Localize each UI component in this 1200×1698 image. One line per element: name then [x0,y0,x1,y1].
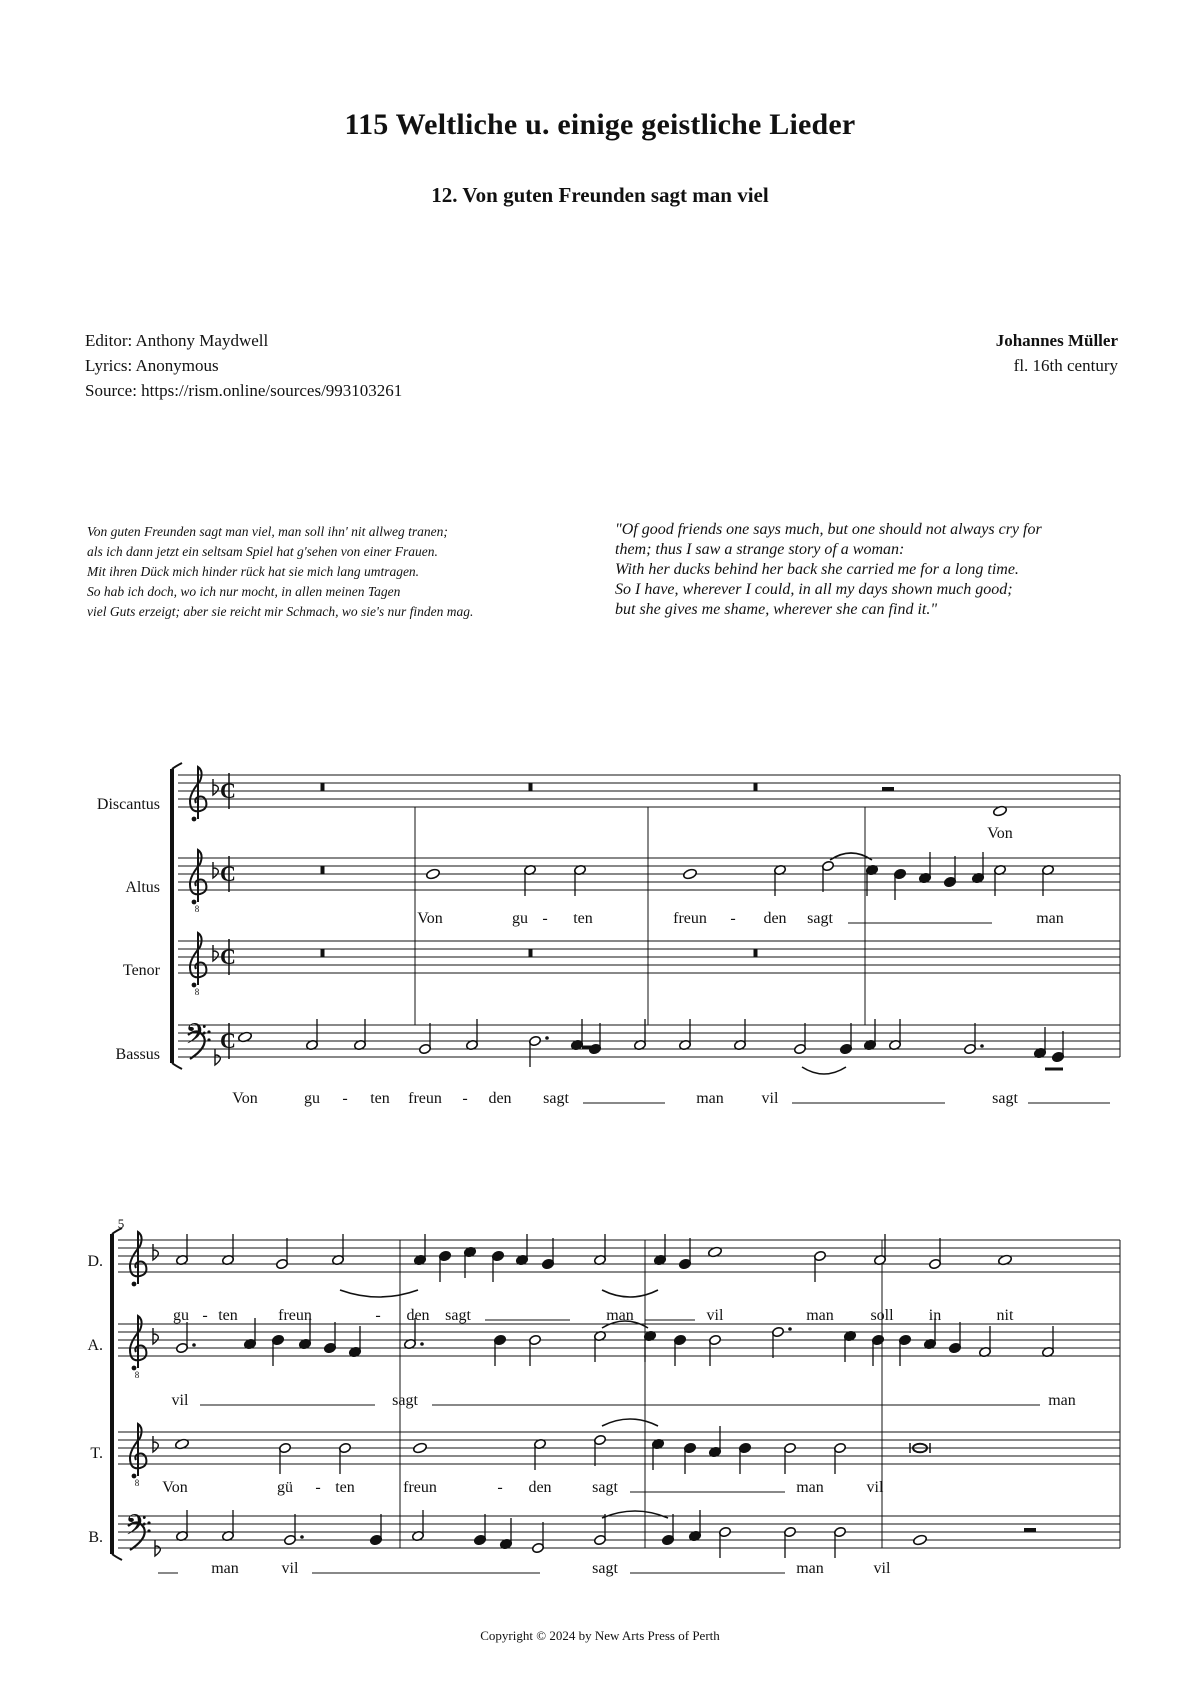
voice-label: Bassus [115,1046,160,1063]
lyric-syllable: man [606,1307,634,1324]
lyric-syllable: sagt [543,1090,569,1107]
lyric-syllable: gu [173,1307,189,1324]
half-rest [882,787,894,791]
lyric-syllable: - [462,1090,468,1107]
bass-clef-dot [207,1038,210,1041]
flat-sign-icon [213,945,218,961]
voice-label: Altus [125,879,160,896]
copyright-footer: Copyright © 2024 by New Arts Press of Perth [480,1628,720,1643]
composer-dates: fl. 16th century [1013,356,1118,375]
lyric-syllable: vil [281,1560,299,1577]
octave-mark: 8 [194,987,200,997]
breve-rest [321,949,325,957]
bass-clef-dot [207,1030,210,1033]
lyric-syllable: ten [218,1307,238,1324]
lyric-syllable: ten [573,910,593,927]
lyric-syllable: man [1048,1392,1076,1409]
lyric-syllable: sagt [807,910,833,927]
lyric-syllable: den [406,1307,430,1324]
lyric-syllable: - [315,1479,321,1496]
editor-credit: Editor: Anthony Maydwell [85,331,269,350]
lyric-syllable: man [796,1479,824,1496]
lyric-syllable: nit [996,1307,1014,1324]
breve-rest [529,783,533,791]
bracket-hook [172,1063,182,1069]
lyric-syllable: vil [706,1307,724,1324]
lyric-syllable: soll [870,1307,894,1324]
lyric-syllable: man [211,1560,239,1577]
measure-number: 5 [117,1216,125,1231]
note-whole [683,868,698,880]
poem-line: "Of good friends one says much, but one should not always cry for [615,521,1042,538]
poem-line: als ich dann jetzt ein seltsam Spiel hat g'sehen von einer Frauen. [87,544,438,559]
lyric-syllable: gu [304,1090,320,1107]
augmentation-dot [192,1343,196,1347]
treble-clef-tail [192,817,197,822]
lyric-syllable: man [696,1090,724,1107]
lyric-syllable: den [488,1090,512,1107]
augmentation-dot [545,1036,549,1040]
cut-time-sign: C [220,861,236,886]
lyric-syllable: sagt [992,1090,1018,1107]
lyric-syllable: freun [673,910,707,927]
lyric-syllable: gu [512,910,528,927]
lyric-syllable: freun [403,1479,437,1496]
breve-rest [754,949,758,957]
tie [602,1290,658,1297]
augmentation-dot [788,1327,792,1331]
voice-label: T. [90,1445,103,1462]
lyric-syllable: man [806,1307,834,1324]
octave-mark: 8 [134,1370,140,1380]
bass-clef-dot [147,1521,150,1524]
bass-clef-icon: 𝄢 [125,1511,147,1548]
cut-time-sign: C [220,1028,236,1053]
lyric-syllable: den [528,1479,552,1496]
voice-label: Discantus [96,796,160,813]
flat-sign-icon [213,779,218,795]
voice-label: A. [87,1337,103,1354]
poem-line: Mit ihren Dück mich hinder rück hat sie mich lang umtragen. [87,564,420,579]
lyric-syllable: - [342,1090,348,1107]
note-whole [413,1442,428,1454]
voice-label: D. [87,1253,103,1270]
bass-clef-icon: 𝄢 [185,1020,207,1057]
lyric-syllable: man [796,1560,824,1577]
tie [802,1067,846,1074]
lyric-syllable: Von [987,825,1013,842]
lyric-syllable: gü [277,1479,293,1496]
bracket-hook [112,1554,122,1560]
tie [340,1290,418,1297]
lyric-syllable: den [763,910,787,927]
augmentation-dot [980,1044,984,1048]
breve-rest [321,783,325,791]
bracket-hook [172,763,182,769]
flat-sign-icon [153,1436,158,1452]
lyric-syllable: vil [171,1392,189,1409]
lyric-syllable: - [730,910,736,927]
poem-line: viel Guts erzeigt; aber sie reicht mir Schmach, wo sie's nur finden mag. [87,604,474,619]
treble-clef-tail [132,1282,137,1287]
lyric-syllable: vil [866,1479,884,1496]
tie [830,853,872,860]
lyrics-credit: Lyrics: Anonymous [85,356,219,375]
lyric-syllable: ten [335,1479,355,1496]
lyric-syllable: - [202,1307,208,1324]
lyric-syllable: in [928,1307,942,1324]
voice-label: Tenor [122,962,160,979]
lyric-syllable: man [1036,910,1064,927]
flat-sign-icon [153,1244,158,1260]
lyric-syllable: sagt [592,1560,618,1577]
augmentation-dot [420,1342,424,1346]
flat-sign-icon [213,862,218,878]
lyric-syllable: - [375,1307,381,1324]
composer-name: Johannes Müller [995,331,1118,350]
poem-line: So hab ich doch, wo ich nur mocht, in allen meinen Tagen [87,584,401,599]
lyric-syllable: sagt [592,1479,618,1496]
piece-subtitle: 12. Von guten Freunden sagt man viel [431,183,769,207]
lyric-syllable: ten [370,1090,390,1107]
cut-time-sign: C [220,778,236,803]
lyric-syllable: sagt [445,1307,471,1324]
source-credit: Source: https://rism.online/sources/993103261 [85,381,403,400]
score-title: 115 Weltliche u. einige geistliche Lieder [344,108,856,141]
lyric-syllable: Von [232,1090,258,1107]
lyric-syllable: - [542,910,548,927]
lyric-syllable: freun [278,1307,312,1324]
cut-time-sign: C [220,944,236,969]
lyric-syllable: vil [873,1560,891,1577]
octave-mark: 8 [194,904,200,914]
lyric-syllable: Von [417,910,443,927]
poem-line: but she gives me shame, wherever she can find it." [615,601,938,618]
breve-rest [529,949,533,957]
octave-mark: 8 [134,1478,140,1488]
lyric-syllable: Von [162,1479,188,1496]
tie [602,1511,668,1518]
lyric-syllable: - [497,1479,503,1496]
poem-line: Von guten Freunden sagt man viel, man soll ihn' nit allweg tranen; [87,524,448,539]
breve-rest [321,866,325,874]
poem-line: them; thus I saw a strange story of a woman: [615,541,905,558]
flat-sign-icon [153,1328,158,1344]
lyric-syllable: freun [408,1090,442,1107]
lyric-syllable: sagt [392,1392,418,1409]
poem-line: With her ducks behind her back she carried me for a long time. [615,561,1019,578]
voice-label: B. [88,1529,103,1546]
lyric-syllable: vil [761,1090,779,1107]
breve-rest [754,783,758,791]
bass-clef-dot [147,1529,150,1532]
augmentation-dot [300,1535,304,1539]
tie [602,1419,658,1426]
poem-line: So I have, wherever I could, in all my days shown much good; [615,581,1013,598]
note-whole [426,868,441,880]
note-whole [913,1534,928,1546]
half-rest [1024,1528,1036,1532]
